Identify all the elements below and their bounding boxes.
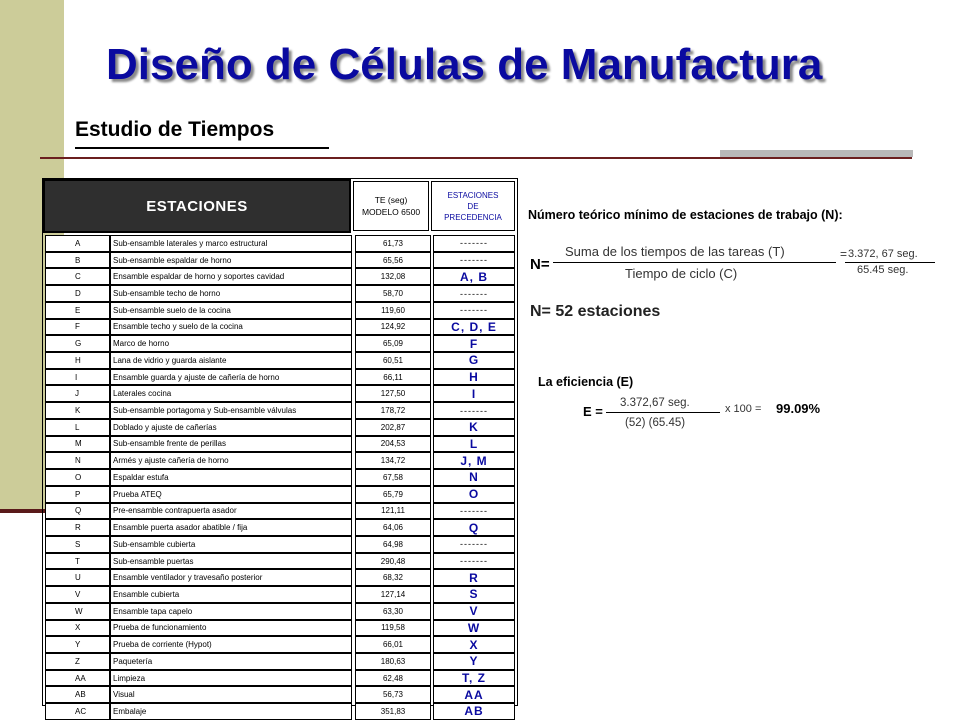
station-time: 65,56 <box>355 252 431 269</box>
station-description: Pre-ensamble contrapuerta asador <box>110 503 352 520</box>
station-id: Y <box>45 636 110 653</box>
station-time: 119,58 <box>355 620 431 637</box>
header-te <box>353 181 429 231</box>
station-description: Ensamble cubierta <box>110 586 352 603</box>
station-time: 58,70 <box>355 285 431 302</box>
table-row <box>45 235 517 252</box>
station-precedence: ------- <box>433 402 515 419</box>
table-row <box>45 519 517 536</box>
station-description: Lana de vidrio y guarda aislante <box>110 352 352 369</box>
table-row <box>45 703 517 720</box>
station-time: 66,01 <box>355 636 431 653</box>
n-numerator: Suma de los tiempos de las tareas (T) <box>565 244 785 259</box>
station-time: 68,32 <box>355 569 431 586</box>
station-id: W <box>45 603 110 620</box>
table-header <box>43 179 517 233</box>
station-description: Ensamble guarda y ajuste de cañería de horno <box>110 369 352 386</box>
station-time: 290,48 <box>355 553 431 570</box>
table-row <box>45 252 517 269</box>
station-description: Prueba de corriente (Hypot) <box>110 636 352 653</box>
station-id: I <box>45 369 110 386</box>
n-formula-label: Número teórico mínimo de estaciones de trabajo (N): <box>528 208 843 222</box>
station-precedence: L <box>433 436 515 453</box>
table-row <box>45 436 517 453</box>
n-fraction-line <box>553 262 836 263</box>
header-prec-line: PRECEDENCIA <box>444 212 502 222</box>
station-description: Limpieza <box>110 670 352 687</box>
table-row <box>45 335 517 352</box>
station-precedence: O <box>433 486 515 503</box>
station-id: E <box>45 302 110 319</box>
station-precedence: G <box>433 352 515 369</box>
n-value-denominator: 65.45 seg. <box>857 264 909 276</box>
table-row <box>45 369 517 386</box>
station-precedence: Q <box>433 519 515 536</box>
station-description: Sub-ensamble laterales y marco estructural <box>110 235 352 252</box>
table-row <box>45 385 517 402</box>
header-te-line: MODELO 6500 <box>361 207 421 217</box>
station-time: 178,72 <box>355 402 431 419</box>
table-row <box>45 553 517 570</box>
station-id: D <box>45 285 110 302</box>
header-prec-line: ESTACIONES <box>447 190 499 200</box>
page-title: Diseño de Células de Manufactura <box>106 40 823 89</box>
n-value-numerator: 3.372, 67 seg. <box>848 248 918 260</box>
header-stations: ESTACIONES <box>43 179 351 233</box>
station-id: G <box>45 335 110 352</box>
station-id: AC <box>45 703 110 720</box>
table-row <box>45 352 517 369</box>
station-id: M <box>45 436 110 453</box>
station-time: 121,11 <box>355 503 431 520</box>
station-id: N <box>45 452 110 469</box>
e-equals: E = <box>583 404 603 419</box>
table-row <box>45 503 517 520</box>
divider-line <box>40 157 912 159</box>
table-row <box>45 620 517 637</box>
station-time: 119,60 <box>355 302 431 319</box>
e-fraction-line <box>606 412 720 413</box>
station-description: Embalaje <box>110 703 352 720</box>
station-time: 63,30 <box>355 603 431 620</box>
station-precedence: AB <box>433 703 515 720</box>
table-row <box>45 670 517 687</box>
table-row <box>45 319 517 336</box>
station-time: 124,92 <box>355 319 431 336</box>
station-description: Marco de horno <box>110 335 352 352</box>
station-time: 132,08 <box>355 268 431 285</box>
station-id: A <box>45 235 110 252</box>
table-row <box>45 636 517 653</box>
station-time: 65,09 <box>355 335 431 352</box>
station-precedence: W <box>433 620 515 637</box>
station-id: J <box>45 385 110 402</box>
station-precedence: ------- <box>433 553 515 570</box>
station-precedence: V <box>433 603 515 620</box>
station-precedence: S <box>433 586 515 603</box>
station-time: 61,73 <box>355 235 431 252</box>
station-id: R <box>45 519 110 536</box>
station-description: Sub-ensamble frente de perillas <box>110 436 352 453</box>
station-precedence: I <box>433 385 515 402</box>
station-id: U <box>45 569 110 586</box>
station-precedence: T, Z <box>433 670 515 687</box>
station-precedence: ------- <box>433 536 515 553</box>
station-id: L <box>45 419 110 436</box>
station-precedence: N <box>433 469 515 486</box>
n-result: N= 52 estaciones <box>530 303 661 320</box>
header-prec-line: DE <box>467 201 479 211</box>
table-row <box>45 469 517 486</box>
station-precedence: Y <box>433 653 515 670</box>
station-description: Sub-ensamble espaldar de horno <box>110 252 352 269</box>
table-row <box>45 419 517 436</box>
station-id: F <box>45 319 110 336</box>
station-time: 64,98 <box>355 536 431 553</box>
station-description: Sub-ensamble suelo de la cocina <box>110 302 352 319</box>
table-row <box>45 653 517 670</box>
station-id: AB <box>45 686 110 703</box>
n-denominator: Tiempo de ciclo (C) <box>625 266 738 281</box>
station-precedence: A, B <box>433 268 515 285</box>
table-row <box>45 402 517 419</box>
station-precedence: C, D, E <box>433 319 515 336</box>
station-id: AA <box>45 670 110 687</box>
station-precedence: ------- <box>433 252 515 269</box>
table-row <box>45 586 517 603</box>
station-description: Sub-ensamble puertas <box>110 553 352 570</box>
station-id: O <box>45 469 110 486</box>
station-precedence: F <box>433 335 515 352</box>
station-description: Doblado y ajuste de cañerías <box>110 419 352 436</box>
station-id: T <box>45 553 110 570</box>
n-equals: N= <box>530 256 550 273</box>
section-subtitle: Estudio de Tiempos <box>75 118 275 141</box>
station-description: Ensamble tapa capelo <box>110 603 352 620</box>
sidebar-rule <box>0 509 48 513</box>
station-id: S <box>45 536 110 553</box>
station-precedence: ------- <box>433 285 515 302</box>
station-description: Ensamble ventilador y travesaño posterior <box>110 569 352 586</box>
table-row <box>45 686 517 703</box>
station-time: 180,63 <box>355 653 431 670</box>
header-te-line: TE (seg) <box>374 195 408 205</box>
station-description: Armés y ajuste cañería de horno <box>110 452 352 469</box>
station-description: Ensamble espaldar de horno y soportes cavidad <box>110 268 352 285</box>
station-time: 127,14 <box>355 586 431 603</box>
station-id: X <box>45 620 110 637</box>
station-precedence: H <box>433 369 515 386</box>
table-row <box>45 536 517 553</box>
station-description: Espaldar estufa <box>110 469 352 486</box>
station-description: Prueba ATEQ <box>110 486 352 503</box>
station-id: Q <box>45 503 110 520</box>
divider-accent-bar <box>720 150 913 157</box>
station-description: Prueba de funcionamiento <box>110 620 352 637</box>
station-time: 64,06 <box>355 519 431 536</box>
station-precedence: J, M <box>433 452 515 469</box>
station-description: Sub-ensamble cubierta <box>110 536 352 553</box>
station-precedence: ------- <box>433 302 515 319</box>
e-multiplier: x 100 = <box>725 403 762 415</box>
station-precedence: X <box>433 636 515 653</box>
station-time: 127,50 <box>355 385 431 402</box>
station-id: P <box>45 486 110 503</box>
station-description: Ensamble techo y suelo de la cocina <box>110 319 352 336</box>
station-id: H <box>45 352 110 369</box>
station-id: B <box>45 252 110 269</box>
efficiency-label: La eficiencia (E) <box>538 375 634 389</box>
table-row <box>45 302 517 319</box>
station-time: 134,72 <box>355 452 431 469</box>
station-time: 56,73 <box>355 686 431 703</box>
n-value-fraction-line <box>845 262 935 263</box>
station-id: C <box>45 268 110 285</box>
station-description: Sub-ensamble portagoma y Sub-ensamble válvulas <box>110 402 352 419</box>
station-id: Z <box>45 653 110 670</box>
table-row <box>45 603 517 620</box>
table-row <box>45 569 517 586</box>
station-time: 66,11 <box>355 369 431 386</box>
station-description: Paquetería <box>110 653 352 670</box>
station-description: Sub-ensamble techo de horno <box>110 285 352 302</box>
n-equals-sign: = <box>840 247 848 261</box>
station-precedence: ------- <box>433 503 515 520</box>
table-row <box>45 268 517 285</box>
table-row <box>45 285 517 302</box>
station-time: 351,83 <box>355 703 431 720</box>
e-numerator: 3.372,67 seg. <box>620 397 690 409</box>
stations-table <box>42 178 518 719</box>
efficiency-result: 99.09% <box>776 401 821 416</box>
table-row <box>45 452 517 469</box>
station-time: 67,58 <box>355 469 431 486</box>
station-time: 60,51 <box>355 352 431 369</box>
station-precedence: AA <box>433 686 515 703</box>
subtitle-underline <box>75 147 329 149</box>
station-id: K <box>45 402 110 419</box>
station-precedence: K <box>433 419 515 436</box>
e-denominator: (52) (65.45) <box>625 417 686 429</box>
station-description: Visual <box>110 686 352 703</box>
station-time: 62,48 <box>355 670 431 687</box>
station-time: 204,53 <box>355 436 431 453</box>
station-time: 202,87 <box>355 419 431 436</box>
station-precedence: ------- <box>433 235 515 252</box>
table-row <box>45 486 517 503</box>
header-precedence <box>431 181 515 231</box>
station-precedence: R <box>433 569 515 586</box>
station-time: 65,79 <box>355 486 431 503</box>
station-id: V <box>45 586 110 603</box>
station-description: Ensamble puerta asador abatible / fija <box>110 519 352 536</box>
station-description: Laterales cocina <box>110 385 352 402</box>
table-body <box>45 235 517 720</box>
